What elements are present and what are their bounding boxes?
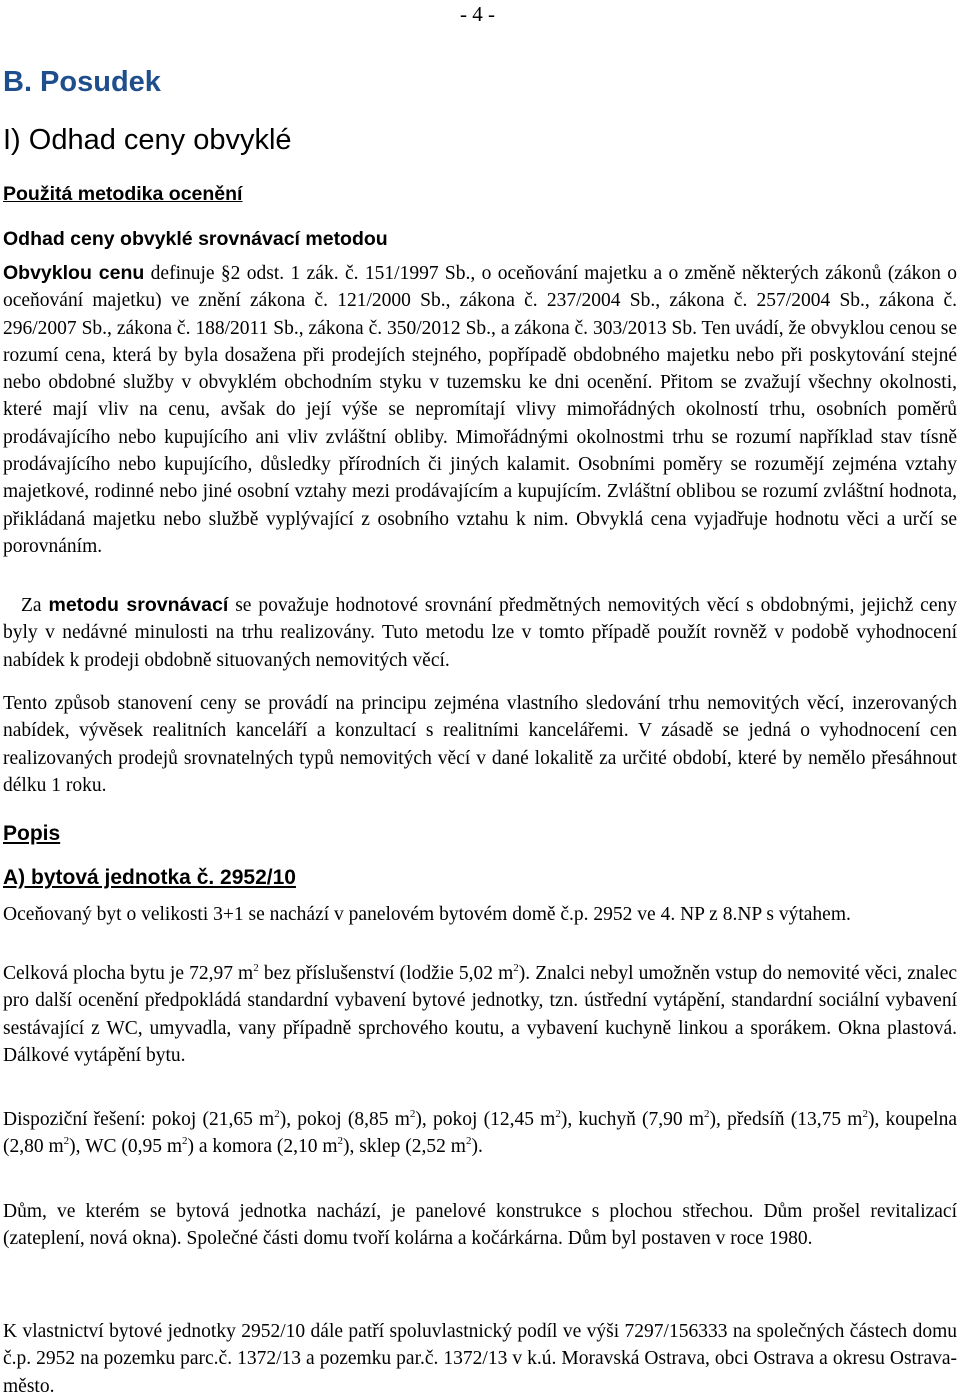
paragraph-obvykla-cena xyxy=(3,260,957,560)
paragraph-byt: Oceňovaný byt o velikosti 3+1 se nachází v panelovém bytovém domě č.p. 2952 ve 4. NP z 8.NP s výtahem. xyxy=(3,904,851,925)
paragraph-lead: Za xyxy=(21,595,49,616)
popis-heading: Popis xyxy=(3,822,61,845)
bold-lead: Obvyklou cenu xyxy=(3,262,145,284)
paragraph-text: se považuje hodnotové srovnání předmětných nemovitých věcí s obdobnými, jejichž ceny byly v nedávné minulosti na trhu realizovány. Tuto metodu lze v tomto případě použít rovněž v podobě vyhodnocení nabídek k prodeji obdobně situovaných nemovitých věcí. xyxy=(3,595,957,671)
paragraph-vlastnictvi: K vlastnictví bytové jednotky 2952/10 dále patří spoluvlastnický podíl ve výši 7297/156333 na společných částech domu č.p. 2952 na pozemku parc.č. 1372/13 a pozemku par.č. 1372/13 v k.ú. Moravská Ostrava, obci Ostrava a okresu Ostrava-město. xyxy=(3,1321,957,1397)
subsection-title: I) Odhad ceny obvyklé xyxy=(3,124,292,156)
method-name: Odhad ceny obvyklé srovnávací metodou xyxy=(3,228,388,250)
page-number: - 4 - xyxy=(460,2,495,26)
bold-term: metodu srovnávací xyxy=(48,594,229,616)
paragraph-plocha: Celková plocha bytu je 72,97 $m^2$ bez příslušenství (lodžie 5,02 $m^2$). Znalci nebyl umožněn vstup do nemovité věci, znalec pro další ocenění předpokládá standardní vybavení bytové jednotky, tzn. ústřední vytápění, standardní sociální vybavení sestávající z WC, umyvadla, vany případně sprchového koutu, a vybavení kuchyně linkou a sporákem. Okna plastová. Dálkové vytápění bytu. xyxy=(3,962,958,1066)
paragraph-srovnavaci-metoda xyxy=(3,592,957,674)
paragraph-text: definuje §2 odst. 1 zák. č. 151/1997 Sb., o oceňování majetku a o změně některých zákonů (zákon o oceňování majetku) ve znění zákona č. 121/2000 Sb., zákona č. 237/2004 Sb., zákona č. 257/2004 Sb., zákona č. 296/2007 Sb., zákona č. 188/2011 Sb., zákona č. 350/2012 Sb., a zákona č. 303/2013 Sb. Ten uvádí, že obvyklou cenou se rozumí cena, která by byla dosažena při prodejích stejného, popřípadě obdobného majetku nebo při poskytování stejné nebo obdobné služby v obvyklém obchodním styku v tuzemsku ke dni ocenění. Přitom se zvažují všechny okolnosti, které mají vliv na cenu, avšak do její výše se nepromítají vlivy mimořádných okolností trhu, osobních poměrů prodávajícího nebo kupujícího ani vliv zvláštní obliby. Mimořádnými okolnostmi trhu se rozumí například stav tísně prodávajícího nebo kupujícího, důsledky přírodních či jiných kalamit. Osobními poměry se rozumějí zejména vztahy majetkové, rodinné nebo jiné osobní vztahy mezi prodávajícím a kupujícím. Zvláštní oblibou se rozumí zvláštní hodnota, přikládaná majetku nebo službě vyplývající z osobního vztahu k nim. Obvyklá cena vyjadřuje hodnotu věci a určí se porovnáním. xyxy=(3,263,957,557)
unit-heading: A) bytová jednotka č. 2952/10 xyxy=(3,866,296,889)
paragraph-zpusob-stanoveni: Tento způsob stanovení ceny se provádí na principu zejména vlastního sledování trhu nemovitých věcí, inzerovaných nabídek, vývěsek realitních kanceláří a konzultací s realitními kancelářemi. V zásadě se jedná o vyhodnocení cen realizovaných prodejů srovnatelných typů nemovitých věcí v dané lokalitě za určité období, které by nemělo přesáhnout délku 1 roku. xyxy=(3,693,957,796)
section-title: B. Posudek xyxy=(3,66,161,98)
paragraph-dum: Dům, ve kterém se bytová jednotka nachází, je panelové konstrukce s plochou střechou. Dům prošel revitalizací (zateplení, nová okna). Společné části domu tvoří kolárna a kočárkárna. Dům byl postaven v roce 1980. xyxy=(3,1201,957,1250)
paragraph-dispozice: Dispoziční řešení: pokoj (21,65 $m^2$), pokoj (8,85 $m^2$), pokoj (12,45 $m^2$), kuchyň (7,90 $m^2$), předsíň (13,75 $m^2$), koupelna (2,80 $m^2$), WC (0,95 $m^2$) a komora (2,10 $m^2$), sklep (2,52 $m^2$). xyxy=(3,1108,958,1158)
method-heading: Použitá metodika ocenění xyxy=(3,183,243,205)
